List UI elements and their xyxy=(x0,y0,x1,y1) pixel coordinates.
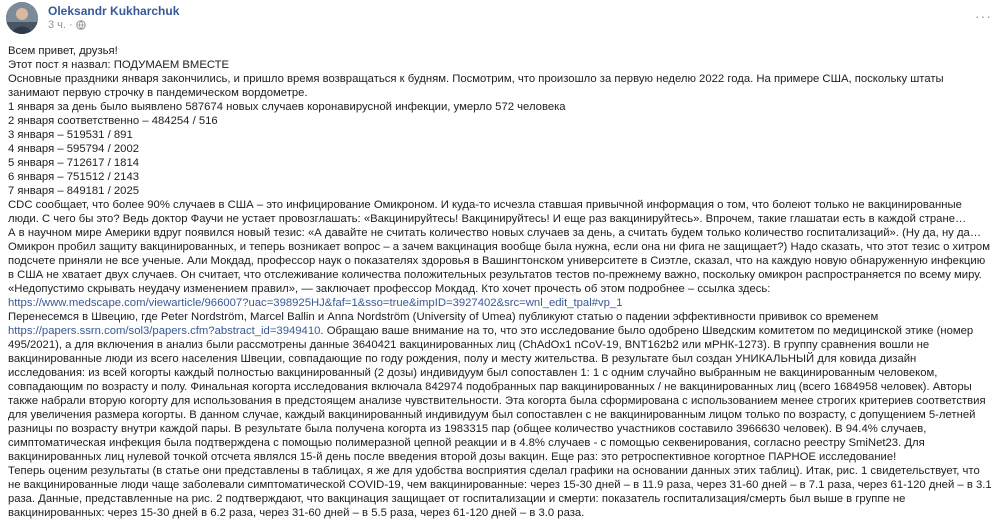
avatar-photo xyxy=(6,2,38,34)
post-line: 7 января – 849181 / 2025 xyxy=(8,185,140,197)
post-meta xyxy=(48,19,86,31)
post-line: 1 января за день было выявлено 587674 новых случаев коронавирусной инфекции, умерло 572 человека xyxy=(8,101,566,113)
post-line: Этот пост я назвал: ПОДУМАЕМ ВМЕСТЕ xyxy=(8,59,230,71)
more-options-icon[interactable]: ··· xyxy=(975,8,992,24)
post-line: Всем привет, друзья! xyxy=(8,45,118,57)
post-line: Основные праздники января закончились, и пришло время возвращаться к будням. Посмотрим, что произошло за первую неделю 2022 года. На примере США, поскольку штаты занимают первую строчку в пандемическом вордометре. xyxy=(8,73,944,99)
post-text xyxy=(8,44,994,520)
post-text-fragment: . Обращаю ваше внимание на то, что это исследование было одобрено Шведским комитетом по медицинской этике (номер 495/2021), а для включения в анализ были рассмотрены данные 3640421 вакцинированных лиц (ChAdOx1 nCoV-19, BNT162b2 или мРНК-1273). В группу сравнения вошли не вакцинированные люди из всего населения Швеции, совпадающие по году рождения, полу и месту жительства. В результате был создан УНИКАЛЬНЫЙ для ковида дизайн исследования: из всей когорты каждый полностью вакцинированный (2 дозы) индивидуум был сопоставлен 1: 1 с одним случайно выбранным не вакцинированным человеком, совпадающим по возрасту и полу. Финальная когорта исследования включала 842974 подобранных пар вакцинированных / не вакцинированных лиц (всего 1684958 человек). Авторы также набрали вторую когорту для использования в предстоящем анализе чувствительности. Эта когорта была сформирована с использованием менее строгих критериев соответствия для увеличения размера когорты. В данном случае, каждый вакцинированный индивидуум был сопоставлен с не вакцинированным лицом только по возрасту, с допущением 5-летней разницы по возрасту внутри каждой пары. В результате была получена когорта из 1983315 пар (общее количество участников составило 3966630 человек). В 94.4% случаев, симптоматическая инфекция была подтверждена с помощью полимеразной цепной реакции и в 4.8% случаев - с помощью секвенирования, согласно реестру SmiNet23. Для вакцинированных лиц нулевой точкой отсчета являлся 15-й день после введения второй дозы вакцин. Еще раз: это ретроспективное когортное ПАРНОЕ исследование! xyxy=(8,325,986,463)
meta-separator: · xyxy=(68,19,73,31)
author-name[interactable]: Oleksandr Kukharchuk xyxy=(48,4,180,18)
post-link-line xyxy=(8,296,994,310)
ssrn-paper-link[interactable]: https://papers.ssrn.com/sol3/papers.cfm?abstract_id=3949410 xyxy=(8,325,321,337)
post-line: 6 января – 751512 / 2143 xyxy=(8,171,140,183)
post-line: 3 января – 519531 / 891 xyxy=(8,129,133,141)
post-line xyxy=(8,310,994,464)
post-line: 2 января соответственно – 484254 / 516 xyxy=(8,115,218,127)
post-line: 5 января – 712617 / 1814 xyxy=(8,157,140,169)
post-line: CDC сообщает, что более 90% случаев в США – это инфицирование Омикроном. И куда-то исчезла ставшая привычной информация о том, что болеют только не вакцинированные люди. С чего бы это? Ведь доктор Фаучи не устает провозглашать: «Вакцинируйтесь! Вакцинируйтесь! И еще раз вакцинируйтесь». Впрочем, такие глашатаи есть в каждой стране… xyxy=(8,199,967,225)
post-line: 4 января – 595794 / 2002 xyxy=(8,143,140,155)
avatar[interactable] xyxy=(6,2,38,34)
globe-icon xyxy=(76,20,86,30)
medscape-link[interactable]: https://www.medscape.com/viewarticle/966007?uac=398925HJ&faf=1&sso=true&impID=3927402&src=wnl_edit_tpal#vp_1 xyxy=(8,297,623,309)
post-line: А в научном мире Америки вдруг появился новый тезис: «А давайте не считать количество новых случаев за день, а считать будем только количество госпитализаций». (Ну да, ну да… Омикрон пробил защиту вакцинированных, и теперь возникает вопрос – а зачем вакцинация вообще была нужна, если она ни фига не защищает?) Надо сказать, что этот тезис о хитром подсчете приняли не все ученые. Али Мокдад, профессор наук о показателях здоровья в Вашингтонском университете в Сиэтле, сказал, что на каждую новую обнаруженную инфекцию в США не хватает двух случаев. Он считает, что отслеживание количества положительных результатов тестов по-прежнему важно, поскольку омикрон распространяется по всему миру. «Недопустимо скрывать неудачу изменением правил», — заключает профессор Мокдад. Кто хочет прочесть об этом подробнее – ссылка здесь: xyxy=(8,227,990,295)
post-timestamp[interactable]: 3 ч. xyxy=(48,19,66,31)
post-line: Теперь оценим результаты (в статье они представлены в таблицах, я же для удобства восприятия сделал графики на основании данных этих таблиц). Итак, рис. 1 свидетельствует, что не вакцинированные люди чаще заболевали симптоматической COVID-19, чем вакцинированные: через 15-30 дней – в 11.9 раза, через 31-60 дней – в 7.1 раза, через 61-120 дней – в 3.1 раза. Данные, представленные на рис. 2 подтверждают, что вакцинация защищает от госпитализации и смерти: показатель госпитализация/смерть был выше в группе не вакцинированных: через 15-30 дней в 6.2 раза, через 31-60 дней – в 5.5 раза, через 61-120 дней – в 3.0 раза. xyxy=(8,465,992,519)
post-text-fragment: Перенесемся в Швецию, где Peter Nordström, Marcel Ballin и Anna Nordström (University of Umea) публикуют статью о падении эффективности прививок со временем xyxy=(8,311,879,323)
